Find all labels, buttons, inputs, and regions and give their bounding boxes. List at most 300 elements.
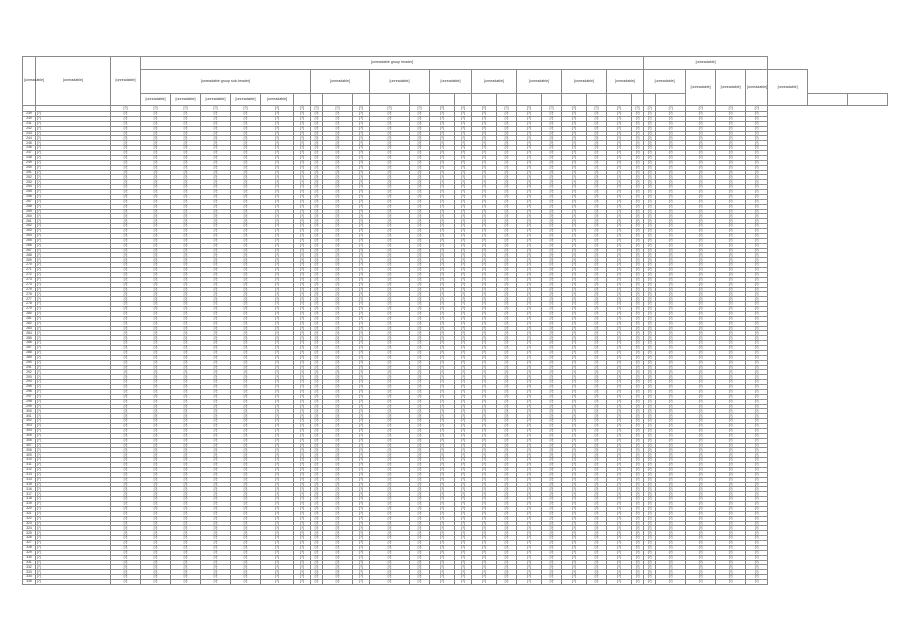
table-cell: [?] <box>455 414 472 419</box>
table-cell: [?] <box>542 380 562 385</box>
table-cell: [?] <box>370 531 410 536</box>
table-cell: [?] <box>455 570 472 575</box>
table-cell: [?] <box>455 375 472 380</box>
table-cell: [?] <box>517 155 542 160</box>
table-cell: [?] <box>607 136 632 141</box>
table-cell: [?] <box>562 536 587 541</box>
table-cell: [?] <box>716 375 746 380</box>
table-cell: [?] <box>607 116 632 121</box>
table-cell: [?] <box>141 121 171 126</box>
table-cell: [?] <box>716 165 746 170</box>
table-cell: [?] <box>542 492 562 497</box>
unit-cell: [?] <box>171 106 201 112</box>
table-cell: [?] <box>686 258 716 263</box>
table-cell: [?] <box>644 385 656 390</box>
table-cell: [?] <box>171 360 201 365</box>
table-cell: [?] <box>644 580 656 585</box>
table-cell: [?] <box>410 141 430 146</box>
table-cell: [?] <box>410 292 430 297</box>
table-cell: [?] <box>311 263 323 268</box>
table-cell: [?] <box>141 141 171 146</box>
table-cell: [?] <box>607 575 632 580</box>
table-cell: [?] <box>716 565 746 570</box>
table-cell: [?] <box>294 160 311 165</box>
table-cell: [?] <box>686 165 716 170</box>
table-cell: [?] <box>430 268 455 273</box>
table-cell: [?] <box>370 165 410 170</box>
table-cell: [?] <box>587 365 607 370</box>
table-cell: [?] <box>497 565 517 570</box>
table-cell: [?] <box>517 497 542 502</box>
table-cell: [?] <box>656 331 686 336</box>
table-cell: [?] <box>353 487 370 492</box>
table-cell: [?] <box>686 385 716 390</box>
table-cell: [?] <box>587 575 607 580</box>
table-cell: [?] <box>231 136 261 141</box>
table-row <box>23 580 888 585</box>
table-cell: [?] <box>171 302 201 307</box>
table-cell: [?] <box>231 428 261 433</box>
table-cell: [?] <box>353 526 370 531</box>
table-cell: [?] <box>201 302 231 307</box>
table-cell: [?] <box>410 190 430 195</box>
table-cell: [?] <box>746 472 768 477</box>
table-cell: [?] <box>311 302 323 307</box>
table-cell: [?] <box>261 404 294 409</box>
table-cell: [?] <box>311 526 323 531</box>
table-cell: [?] <box>644 536 656 541</box>
table-cell: [?] <box>370 438 410 443</box>
table-cell: [?] <box>323 326 353 331</box>
table-cell: [?] <box>607 331 632 336</box>
table-cell: [?] <box>410 526 430 531</box>
unit-cell: [?] <box>542 106 562 112</box>
header-blank <box>410 94 430 106</box>
table-cell: [?] <box>231 165 261 170</box>
table-cell: [?] <box>644 331 656 336</box>
table-cell: [?] <box>410 497 430 502</box>
table-cell: [?] <box>261 229 294 234</box>
table-cell: [?] <box>562 380 587 385</box>
table-cell: [?] <box>171 224 201 229</box>
table-cell: [?] <box>410 472 430 477</box>
table-cell: [?] <box>141 350 171 355</box>
table-cell: [?] <box>607 151 632 156</box>
table-cell: [?] <box>455 126 472 131</box>
table-cell: [?] <box>410 453 430 458</box>
table-cell: [?] <box>261 160 294 165</box>
table-cell: [?] <box>562 238 587 243</box>
table-cell: [?] <box>370 375 410 380</box>
table-cell: [?] <box>607 214 632 219</box>
table-cell: [?] <box>716 243 746 248</box>
table-cell: [?] <box>171 350 201 355</box>
table-cell: [?] <box>141 443 171 448</box>
table-cell: [?] <box>111 409 141 414</box>
table-cell: [?] <box>111 355 141 360</box>
table-cell: [?] <box>644 238 656 243</box>
table-cell: [?] <box>562 141 587 146</box>
table-cell: [?] <box>370 219 410 224</box>
row-number-cell: 328 <box>23 545 36 550</box>
row-number-cell: 240 <box>23 116 36 121</box>
table-cell: [?] <box>294 355 311 360</box>
table-cell: [?] <box>656 112 686 117</box>
table-cell: [?] <box>497 467 517 472</box>
table-cell: [?] <box>542 307 562 312</box>
table-cell: [?] <box>542 214 562 219</box>
table-cell: [?] <box>261 531 294 536</box>
table-cell: [?] <box>141 570 171 575</box>
row-number-cell: 298 <box>23 399 36 404</box>
table-cell: [?] <box>353 126 370 131</box>
table-cell: [?] <box>311 131 323 136</box>
table-cell: [?] <box>323 243 353 248</box>
table-cell: [?] <box>716 365 746 370</box>
table-cell: [?] <box>562 463 587 468</box>
table-cell: [?] <box>201 194 231 199</box>
row-number-cell: 302 <box>23 419 36 424</box>
table-cell: [?] <box>311 360 323 365</box>
table-cell: [?] <box>370 536 410 541</box>
table-cell: [?] <box>472 155 497 160</box>
table-cell: [?] <box>746 482 768 487</box>
table-cell: [?] <box>231 316 261 321</box>
table-cell: [?] <box>353 355 370 360</box>
table-cell: [?] <box>455 443 472 448</box>
table-cell: [?] <box>587 248 607 253</box>
table-cell: [?] <box>141 263 171 268</box>
table-cell: [?] <box>607 545 632 550</box>
table-cell: [?] <box>472 209 497 214</box>
table-cell: [?] <box>542 399 562 404</box>
table-cell: [?] <box>294 253 311 258</box>
header-lift-a: [unreadable] <box>141 94 171 106</box>
table-cell: [?] <box>294 580 311 585</box>
table-cell: [?] <box>294 385 311 390</box>
table-cell: [?] <box>353 414 370 419</box>
row-number-cell: 241 <box>23 121 36 126</box>
table-cell: [?] <box>111 526 141 531</box>
table-cell: [?] <box>497 170 517 175</box>
table-cell: [?] <box>472 190 497 195</box>
table-cell: [?] <box>497 438 517 443</box>
header-blank <box>562 94 587 106</box>
table-cell: [?] <box>497 448 517 453</box>
address-cell: [?] <box>36 575 111 580</box>
table-cell: [?] <box>562 307 587 312</box>
table-cell: [?] <box>370 229 410 234</box>
table-cell: [?] <box>656 141 686 146</box>
table-cell: [?] <box>410 355 430 360</box>
table-cell: [?] <box>201 126 231 131</box>
table-cell: [?] <box>716 229 746 234</box>
table-cell: [?] <box>111 277 141 282</box>
table-cell: [?] <box>656 477 686 482</box>
table-cell: [?] <box>472 409 497 414</box>
table-cell: [?] <box>562 204 587 209</box>
table-cell: [?] <box>353 365 370 370</box>
table-cell: [?] <box>231 438 261 443</box>
table-cell: [?] <box>517 477 542 482</box>
table-cell: [?] <box>644 214 656 219</box>
table-cell: [?] <box>171 560 201 565</box>
address-cell: [?] <box>36 136 111 141</box>
table-cell: [?] <box>497 497 517 502</box>
table-cell: [?] <box>517 272 542 277</box>
table-cell: [?] <box>261 165 294 170</box>
table-cell: [?] <box>587 482 607 487</box>
table-cell: [?] <box>497 443 517 448</box>
table-cell: [?] <box>261 355 294 360</box>
table-cell: [?] <box>716 112 746 117</box>
table-cell: [?] <box>455 209 472 214</box>
table-cell: [?] <box>632 292 644 297</box>
table-cell: [?] <box>370 141 410 146</box>
table-cell: [?] <box>141 360 171 365</box>
table-cell: [?] <box>231 516 261 521</box>
table-cell: [?] <box>171 438 201 443</box>
table-cell: [?] <box>430 482 455 487</box>
address-cell: [?] <box>36 545 111 550</box>
table-cell: [?] <box>562 545 587 550</box>
table-cell: [?] <box>430 389 455 394</box>
table-cell: [?] <box>370 136 410 141</box>
table-cell: [?] <box>111 175 141 180</box>
table-cell: [?] <box>294 243 311 248</box>
table-cell: [?] <box>410 458 430 463</box>
table-cell: [?] <box>746 311 768 316</box>
table-cell: [?] <box>410 580 430 585</box>
table-cell: [?] <box>261 214 294 219</box>
table-cell: [?] <box>497 219 517 224</box>
table-cell: [?] <box>231 380 261 385</box>
row-number-cell: 278 <box>23 302 36 307</box>
table-cell: [?] <box>542 287 562 292</box>
row-number-cell: 277 <box>23 297 36 302</box>
table-cell: [?] <box>587 541 607 546</box>
header-blank <box>808 94 848 106</box>
table-cell: [?] <box>716 526 746 531</box>
table-cell: [?] <box>261 326 294 331</box>
address-cell: [?] <box>36 219 111 224</box>
address-cell: [?] <box>36 199 111 204</box>
table-cell: [?] <box>141 146 171 151</box>
address-cell: [?] <box>36 463 111 468</box>
row-number-cell: 258 <box>23 204 36 209</box>
table-cell: [?] <box>141 404 171 409</box>
table-cell: [?] <box>141 277 171 282</box>
table-cell: [?] <box>111 155 141 160</box>
table-cell: [?] <box>517 214 542 219</box>
table-cell: [?] <box>686 282 716 287</box>
table-cell: [?] <box>632 136 644 141</box>
table-cell: [?] <box>410 272 430 277</box>
table-cell: [?] <box>497 146 517 151</box>
table-cell: [?] <box>430 331 455 336</box>
table-cell: [?] <box>455 307 472 312</box>
table-cell: [?] <box>201 443 231 448</box>
table-cell: [?] <box>323 141 353 146</box>
table-cell: [?] <box>353 160 370 165</box>
table-cell: [?] <box>430 560 455 565</box>
table-cell: [?] <box>656 341 686 346</box>
table-cell: [?] <box>746 268 768 273</box>
table-cell: [?] <box>410 375 430 380</box>
table-cell: [?] <box>111 472 141 477</box>
table-cell: [?] <box>632 448 644 453</box>
table-cell: [?] <box>542 570 562 575</box>
table-cell: [?] <box>746 321 768 326</box>
table-cell: [?] <box>517 219 542 224</box>
table-cell: [?] <box>430 492 455 497</box>
table-cell: [?] <box>632 511 644 516</box>
table-cell: [?] <box>497 321 517 326</box>
table-cell: [?] <box>587 282 607 287</box>
table-cell: [?] <box>472 126 497 131</box>
address-cell: [?] <box>36 555 111 560</box>
table-cell: [?] <box>746 214 768 219</box>
table-cell: [?] <box>201 155 231 160</box>
table-cell: [?] <box>201 541 231 546</box>
table-cell: [?] <box>472 116 497 121</box>
table-cell: [?] <box>644 360 656 365</box>
table-cell: [?] <box>201 277 231 282</box>
table-cell: [?] <box>587 497 607 502</box>
table-cell: [?] <box>562 341 587 346</box>
row-number-cell: 312 <box>23 467 36 472</box>
table-cell: [?] <box>632 375 644 380</box>
table-cell: [?] <box>644 170 656 175</box>
table-cell: [?] <box>472 311 497 316</box>
table-cell: [?] <box>607 268 632 273</box>
table-cell: [?] <box>472 424 497 429</box>
table-cell: [?] <box>201 331 231 336</box>
table-cell: [?] <box>746 297 768 302</box>
table-cell: [?] <box>410 467 430 472</box>
table-cell: [?] <box>370 316 410 321</box>
table-cell: [?] <box>311 365 323 370</box>
table-cell: [?] <box>716 404 746 409</box>
table-cell: [?] <box>746 360 768 365</box>
table-cell: [?] <box>353 399 370 404</box>
table-cell: [?] <box>201 545 231 550</box>
table-cell: [?] <box>644 272 656 277</box>
table-cell: [?] <box>111 511 141 516</box>
table-cell: [?] <box>542 419 562 424</box>
table-cell: [?] <box>370 336 410 341</box>
table-cell: [?] <box>370 194 410 199</box>
table-cell: [?] <box>171 458 201 463</box>
table-cell: [?] <box>231 121 261 126</box>
table-cell: [?] <box>261 438 294 443</box>
table-cell: [?] <box>171 570 201 575</box>
table-cell: [?] <box>311 380 323 385</box>
row-number-cell: 256 <box>23 194 36 199</box>
table-cell: [?] <box>542 233 562 238</box>
table-cell: [?] <box>686 453 716 458</box>
table-cell: [?] <box>171 194 201 199</box>
table-cell: [?] <box>294 214 311 219</box>
table-cell: [?] <box>410 555 430 560</box>
row-number-cell: 324 <box>23 526 36 531</box>
table-cell: [?] <box>587 214 607 219</box>
table-cell: [?] <box>632 307 644 312</box>
table-cell: [?] <box>261 365 294 370</box>
table-cell: [?] <box>632 258 644 263</box>
table-cell: [?] <box>430 238 455 243</box>
table-cell: [?] <box>517 346 542 351</box>
table-cell: [?] <box>370 409 410 414</box>
table-cell: [?] <box>472 414 497 419</box>
table-cell: [?] <box>201 190 231 195</box>
table-cell: [?] <box>716 151 746 156</box>
table-cell: [?] <box>370 516 410 521</box>
table-cell: [?] <box>201 214 231 219</box>
table-cell: [?] <box>517 482 542 487</box>
table-cell: [?] <box>632 570 644 575</box>
row-number-cell: 260 <box>23 214 36 219</box>
table-cell: [?] <box>607 209 632 214</box>
unit-cell: [?] <box>587 106 607 112</box>
table-cell: [?] <box>455 526 472 531</box>
header-blank <box>587 94 607 106</box>
table-cell: [?] <box>517 126 542 131</box>
table-cell: [?] <box>410 112 430 117</box>
table-cell: [?] <box>455 292 472 297</box>
table-cell: [?] <box>562 136 587 141</box>
table-cell: [?] <box>517 112 542 117</box>
table-cell: [?] <box>542 580 562 585</box>
table-cell: [?] <box>632 487 644 492</box>
table-cell: [?] <box>370 385 410 390</box>
table-cell: [?] <box>746 365 768 370</box>
table-cell: [?] <box>430 526 455 531</box>
table-cell: [?] <box>542 497 562 502</box>
table-cell: [?] <box>111 214 141 219</box>
table-cell: [?] <box>323 204 353 209</box>
table-cell: [?] <box>746 155 768 160</box>
table-cell: [?] <box>171 536 201 541</box>
table-cell: [?] <box>294 565 311 570</box>
table-cell: [?] <box>472 258 497 263</box>
table-cell: [?] <box>716 438 746 443</box>
table-cell: [?] <box>644 419 656 424</box>
table-cell: [?] <box>294 170 311 175</box>
table-cell: [?] <box>111 204 141 209</box>
table-cell: [?] <box>632 341 644 346</box>
header-g1: [unreadable] <box>311 70 370 94</box>
table-cell: [?] <box>323 253 353 258</box>
table-cell: [?] <box>607 155 632 160</box>
table-cell: [?] <box>111 112 141 117</box>
table-cell: [?] <box>231 243 261 248</box>
table-cell: [?] <box>644 502 656 507</box>
table-cell: [?] <box>201 185 231 190</box>
table-cell: [?] <box>294 219 311 224</box>
table-cell: [?] <box>607 204 632 209</box>
table-cell: [?] <box>587 190 607 195</box>
table-cell: [?] <box>644 477 656 482</box>
table-cell: [?] <box>294 287 311 292</box>
table-cell: [?] <box>607 165 632 170</box>
table-cell: [?] <box>656 175 686 180</box>
table-cell: [?] <box>632 438 644 443</box>
address-cell: [?] <box>36 521 111 526</box>
table-cell: [?] <box>656 126 686 131</box>
table-cell: [?] <box>656 526 686 531</box>
table-cell: [?] <box>562 414 587 419</box>
